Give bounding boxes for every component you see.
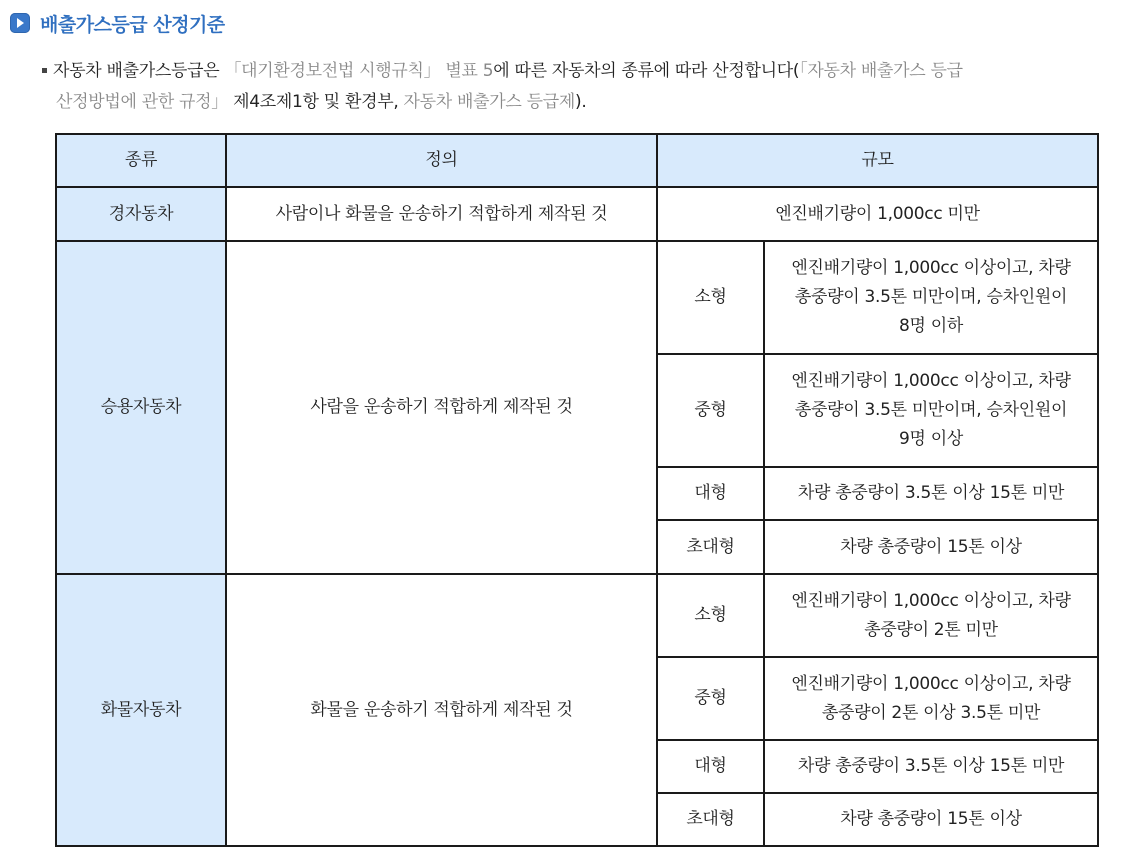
table-row-light	[56, 187, 1098, 241]
scale-passenger-medium: 엔진배기량이 1,000cc 이상이고, 차량 총중량이 3.5톤 미만이며, 승차인원이 9명 이상	[764, 354, 1098, 467]
size-cargo-xlarge: 초대형	[657, 793, 764, 846]
kind-passenger: 승용자동차	[56, 241, 226, 574]
scale-cargo-small: 엔진배기량이 1,000cc 이상이고, 차량 총중량이 2톤 미만	[764, 574, 1098, 657]
play-arrow-icon	[10, 13, 30, 33]
kind-light: 경자동차	[56, 187, 226, 241]
intro-text-2: 에 따른 자동차의 종류에 따라 산정합니다(	[493, 61, 800, 81]
table-header-row	[56, 134, 1098, 187]
table-row-cargo-small	[56, 574, 1098, 657]
section-title: 배출가스등급 산정기준	[40, 13, 225, 36]
definition-cargo: 화물을 운송하기 적합하게 제작된 것	[226, 574, 657, 846]
intro-text-4: ).	[574, 92, 587, 112]
size-passenger-medium: 중형	[657, 354, 764, 467]
definition-passenger: 사람을 운송하기 적합하게 제작된 것	[226, 241, 657, 574]
scale-passenger-large: 차량 총중량이 3.5톤 이상 15톤 미만	[764, 467, 1098, 520]
bullet-square-icon	[42, 68, 47, 73]
rule-reference-a: 「자동차 배출가스 등급	[799, 61, 963, 81]
kind-cargo: 화물자동차	[56, 574, 226, 846]
intro-text-3: 제4조제1항 및 환경부,	[228, 92, 404, 112]
definition-light: 사람이나 화물을 운송하기 적합하게 제작된 것	[226, 187, 657, 241]
intro-text-1: 자동차 배출가스등급은	[53, 61, 225, 81]
header-scale: 규모	[657, 134, 1098, 187]
law-reference: 「대기환경보전법 시행규칙」	[224, 61, 441, 81]
intro-paragraph	[42, 56, 1112, 118]
section-heading	[10, 8, 225, 38]
scale-passenger-small: 엔진배기량이 1,000cc 이상이고, 차량 총중량이 3.5톤 미만이며, 승차인원이 8명 이하	[764, 241, 1098, 354]
scale-cargo-medium: 엔진배기량이 1,000cc 이상이고, 차량 총중량이 2톤 이상 3.5톤 미만	[764, 657, 1098, 740]
size-cargo-large: 대형	[657, 740, 764, 793]
header-kind: 종류	[56, 134, 226, 187]
size-passenger-xlarge: 초대형	[657, 520, 764, 574]
notice-reference: 자동차 배출가스 등급제	[403, 92, 575, 112]
scale-cargo-xlarge: 차량 총중량이 15톤 이상	[764, 793, 1098, 846]
rule-reference-b: 산정방법에 관한 규정」	[56, 92, 229, 112]
scale-light: 엔진배기량이 1,000cc 미만	[657, 187, 1098, 241]
size-cargo-medium: 중형	[657, 657, 764, 740]
table-row-passenger-small	[56, 241, 1098, 354]
header-definition: 정의	[226, 134, 657, 187]
appendix-reference: 별표 5	[440, 61, 494, 81]
size-passenger-large: 대형	[657, 467, 764, 520]
scale-passenger-xlarge: 차량 총중량이 15톤 이상	[764, 520, 1098, 574]
size-passenger-small: 소형	[657, 241, 764, 354]
size-cargo-small: 소형	[657, 574, 764, 657]
scale-cargo-large: 차량 총중량이 3.5톤 이상 15톤 미만	[764, 740, 1098, 793]
emission-grade-table	[55, 133, 1099, 847]
